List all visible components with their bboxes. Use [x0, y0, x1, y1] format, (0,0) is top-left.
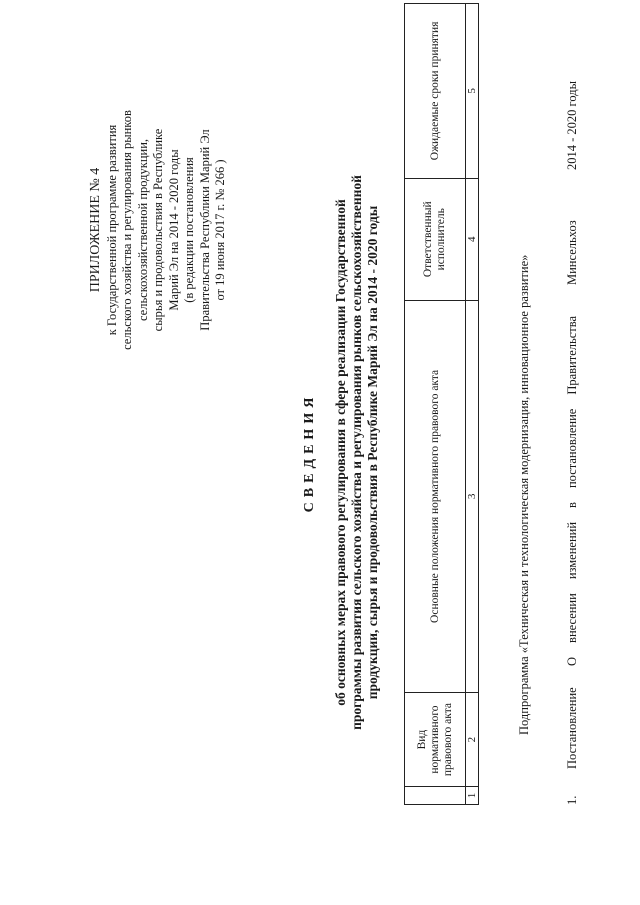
appendix-line: сырья и продовольствия в Республике [151, 128, 165, 332]
document-subtitle [333, 95, 381, 810]
row1-term: 2014 - 2020 годы [565, 80, 579, 170]
document-heading: СВЕДЕНИЯ [302, 392, 317, 513]
header-cell-number [405, 787, 466, 805]
appendix-title: ПРИЛОЖЕНИЕ № 4 [88, 167, 103, 293]
appendix-line: к Государственной программе развития [104, 124, 119, 336]
subtitle-line: продукции, сырья и продовольствия в Республике Марий Эл на 2014 - 2020 годы [365, 205, 380, 700]
table-number-row [466, 4, 479, 805]
subtitle-line: программы развития сельского хозяйства и регулирования рынков сельскохозяйственной [349, 175, 364, 730]
subprogram-title: Подпрограмма «Техническая и технологическая модернизация, инновационное развитие» [517, 254, 531, 735]
header-cell-act-provisions: Основные положения нормативного правового акта [405, 300, 466, 692]
row1-description: О внесении изменений в постановление Правительства [565, 316, 579, 666]
column-number: 3 [466, 300, 479, 692]
header-cell-executor: Ответственный исполнитель [405, 178, 466, 300]
row1-executor: Минсельхоз [565, 220, 579, 285]
column-number: 1 [466, 787, 479, 805]
column-number: 4 [466, 178, 479, 300]
appendix-line: Правительства Республики Марий Эл [197, 129, 212, 331]
subtitle-line: об основных мерах правового регулирования в сфере реализации Государственной [333, 199, 348, 706]
column-number: 2 [466, 693, 479, 787]
appendix-line: сельского хозяйства и регулирования рынков [120, 110, 134, 350]
header-cell-act-type: Вид нормативного правового акта [405, 693, 466, 787]
appendix-line: от 19 июня 2017 г. № 266 ) [213, 159, 227, 301]
appendix-line: сельскохозяйственной продукции, [135, 138, 150, 322]
table-header-row [405, 4, 466, 805]
column-number: 5 [466, 4, 479, 179]
measures-table [404, 3, 479, 805]
appendix-line: Марий Эл на 2014 - 2020 годы [166, 149, 181, 311]
appendix-line: (в редакции постановления [182, 157, 196, 303]
row1-act-type: Постановление [565, 687, 579, 769]
appendix-block [88, 30, 229, 430]
row1-number: 1. [565, 795, 579, 805]
header-cell-adoption-term: Ожидаемые сроки принятия [405, 4, 466, 179]
